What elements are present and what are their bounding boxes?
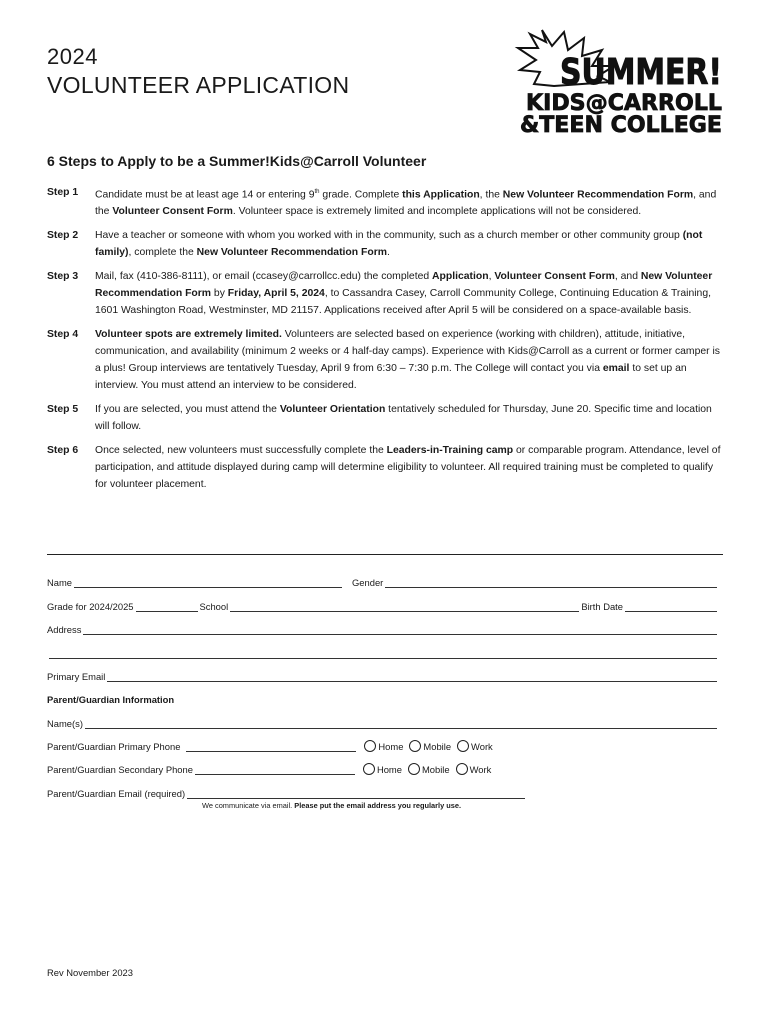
step-text: Volunteer spots are extremely limited. Volunteers are selected based on experience (working with children), attitude, initiative, communication, and availability (minimum 2 weeks or 4 half-day camps). Experience with Kids@Carroll as a current or former camper is a plus! Group interviews are tentatively Tuesday, April 9 from 6:30 – 7:30 p.m. The College will contact you via email to set up an interview. You must attend an interview to be considered. — [95, 329, 720, 392]
steps-list — [47, 184, 727, 500]
parent-names-input[interactable] — [85, 718, 717, 729]
primary-email-input[interactable] — [107, 671, 717, 682]
logo-line-kids-carroll: KIDS@CARROLL — [526, 91, 722, 116]
school-input[interactable] — [230, 601, 579, 612]
step-item — [47, 326, 727, 394]
address-input-line-1[interactable] — [83, 624, 717, 635]
name-input[interactable] — [74, 577, 342, 588]
summer-kids-carroll-logo — [514, 26, 726, 138]
step-label: Step 4 — [47, 329, 79, 341]
step-item — [47, 184, 727, 220]
step-item — [47, 268, 727, 319]
gender-input[interactable] — [385, 577, 717, 588]
school-label: School — [199, 601, 229, 612]
primary-phone-label: Parent/Guardian Primary Phone — [47, 741, 181, 752]
parent-guardian-section-label: Parent/Guardian Information — [47, 694, 175, 705]
logo-line-summer: SUMMER! — [560, 52, 722, 93]
steps-heading: 6 Steps to Apply to be a Summer!Kids@Carroll Volunteer — [47, 153, 427, 169]
secondary-phone-work-radio[interactable]: Work — [456, 763, 492, 775]
step-label: Step 3 — [47, 271, 79, 283]
radio-circle-icon — [409, 740, 421, 752]
step-label: Step 2 — [47, 230, 79, 242]
primary-phone-input[interactable] — [186, 741, 356, 752]
logo-line-teen-college: &TEEN COLLEGE — [520, 113, 722, 138]
step-label: Step 6 — [47, 445, 79, 457]
radio-circle-icon — [408, 763, 420, 775]
step-label: Step 1 — [47, 187, 79, 198]
name-label: Name — [47, 577, 73, 588]
secondary-phone-mobile-radio[interactable]: Mobile — [408, 763, 450, 775]
step-text: Have a teacher or someone with whom you worked with in the community, such as a church member or other community group (not family), complete the New Volunteer Recommendation Form. — [95, 230, 703, 259]
revision-footer: Rev November 2023 — [47, 967, 133, 978]
radio-circle-icon — [457, 740, 469, 752]
address-label: Address — [47, 624, 82, 635]
email-note: We communicate via email. Please put the email address you regularly use. — [202, 801, 462, 810]
step-item — [47, 442, 727, 493]
step-text: Mail, fax (410-386-8111), or email (ccasey@carrollcc.edu) the completed Application, Volunteer Consent Form, and New Volunteer Recommendation Form by Friday, April 5, 2024, to Cassandra Casey, Carroll Community College, Continuing Education & Training, 1601 Washington Road, Westminster, MD 21157. Applications received after April 5 will be considered on a space-available basis. — [95, 271, 713, 317]
page-title: VOLUNTEER APPLICATION — [47, 72, 350, 98]
step-text: If you are selected, you must attend the Volunteer Orientation tentatively scheduled for Thursday, June 20. Specific time and location will follow. — [95, 404, 712, 433]
radio-circle-icon — [456, 763, 468, 775]
birth-date-input[interactable] — [625, 601, 717, 612]
address-input-line-2[interactable] — [49, 648, 717, 659]
birth-date-label: Birth Date — [581, 601, 623, 612]
step-item — [47, 227, 727, 261]
parent-email-input[interactable] — [187, 788, 525, 799]
section-divider — [47, 554, 723, 555]
parent-email-label: Parent/Guardian Email (required) — [47, 788, 186, 799]
year-heading: 2024 — [47, 44, 98, 69]
radio-circle-icon — [364, 740, 376, 752]
parent-names-label: Name(s) — [47, 718, 83, 729]
primary-phone-mobile-radio[interactable]: Mobile — [409, 740, 451, 752]
grade-input[interactable] — [136, 601, 198, 612]
primary-phone-home-radio[interactable]: Home — [364, 740, 403, 752]
secondary-phone-home-radio[interactable]: Home — [363, 763, 402, 775]
step-label: Step 5 — [47, 404, 79, 416]
step-text: Once selected, new volunteers must successfully complete the Leaders-in-Training camp or comparable program. Attendance, level of participation, and attitude displayed during camp will determine eligibility to volunteer. All required training must be completed to qualify for volunteer placement. — [95, 445, 721, 491]
primary-phone-work-radio[interactable]: Work — [457, 740, 493, 752]
grade-label: Grade for 2024/2025 — [47, 601, 134, 612]
gender-label: Gender — [352, 577, 384, 588]
secondary-phone-input[interactable] — [195, 764, 355, 775]
step-item — [47, 401, 727, 435]
secondary-phone-label: Parent/Guardian Secondary Phone — [47, 764, 193, 775]
primary-email-label: Primary Email — [47, 671, 106, 682]
step-text: Candidate must be at least age 14 or entering 9th grade. Complete this Application, the New Volunteer Recommendation Form, and the Volunteer Consent Form. Volunteer space is extremely limited and incomplete applications will not be considered. — [95, 189, 717, 218]
radio-circle-icon — [363, 763, 375, 775]
